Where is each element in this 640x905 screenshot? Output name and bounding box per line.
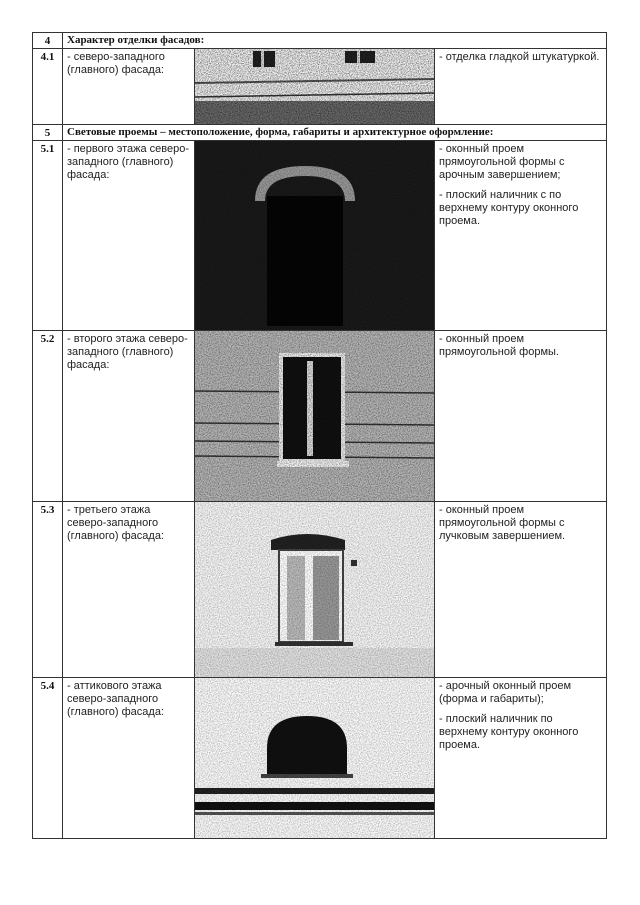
row-number: 5.3 — [33, 502, 63, 678]
attic-window-photo — [195, 678, 435, 838]
facade-photo — [195, 49, 435, 125]
table-row — [33, 141, 607, 331]
row-label: - третьего этажа северо-западного (главного) фасада: — [63, 502, 195, 678]
row-label: - аттикового этажа северо-западного (главного) фасада: — [63, 678, 195, 839]
row-number: 5.2 — [33, 331, 63, 502]
row-number: 5.1 — [33, 141, 63, 331]
window-photo — [195, 141, 435, 331]
table-row — [33, 678, 607, 839]
row-notes: - оконный проем прямоугольной формы с арочным завершением; - плоский наличник с по верхнему контуру оконного проема. — [435, 141, 607, 331]
row-number: 4 — [33, 33, 63, 49]
window-photo — [195, 331, 435, 502]
table-row — [33, 33, 607, 49]
row-notes: - оконный проем прямоугольной формы с лучковым завершением. — [435, 502, 607, 678]
row-notes: - отделка гладкой штукатуркой. — [435, 49, 607, 125]
row-label: - северо-западного (главного) фасада: — [63, 49, 195, 125]
window-photo — [195, 502, 435, 678]
row-number: 4.1 — [33, 49, 63, 125]
row-label: - второго этажа северо-западного (главного) фасада: — [63, 331, 195, 502]
row-number: 5 — [33, 125, 63, 141]
row-notes: - оконный проем прямоугольной формы. — [435, 331, 607, 502]
first-floor-window-photo — [195, 141, 435, 330]
second-floor-window-photo — [195, 331, 435, 501]
section-heading: Световые проемы – местоположение, форма, габариты и архитектурное оформление: — [63, 125, 607, 141]
window-photo — [195, 678, 435, 839]
section-heading: Характер отделки фасадов: — [63, 33, 607, 49]
row-number: 5.4 — [33, 678, 63, 839]
facade-finish-photo — [195, 49, 435, 124]
table-row — [33, 331, 607, 502]
table-row — [33, 502, 607, 678]
table-row — [33, 125, 607, 141]
third-floor-window-photo — [195, 502, 435, 677]
table-row — [33, 49, 607, 125]
row-label: - первого этажа северо-западного (главного) фасада: — [63, 141, 195, 331]
row-notes: - арочный оконный проем (форма и габариты); - плоский наличник по верхнему контуру оконного проема. — [435, 678, 607, 839]
facade-table — [32, 32, 607, 839]
